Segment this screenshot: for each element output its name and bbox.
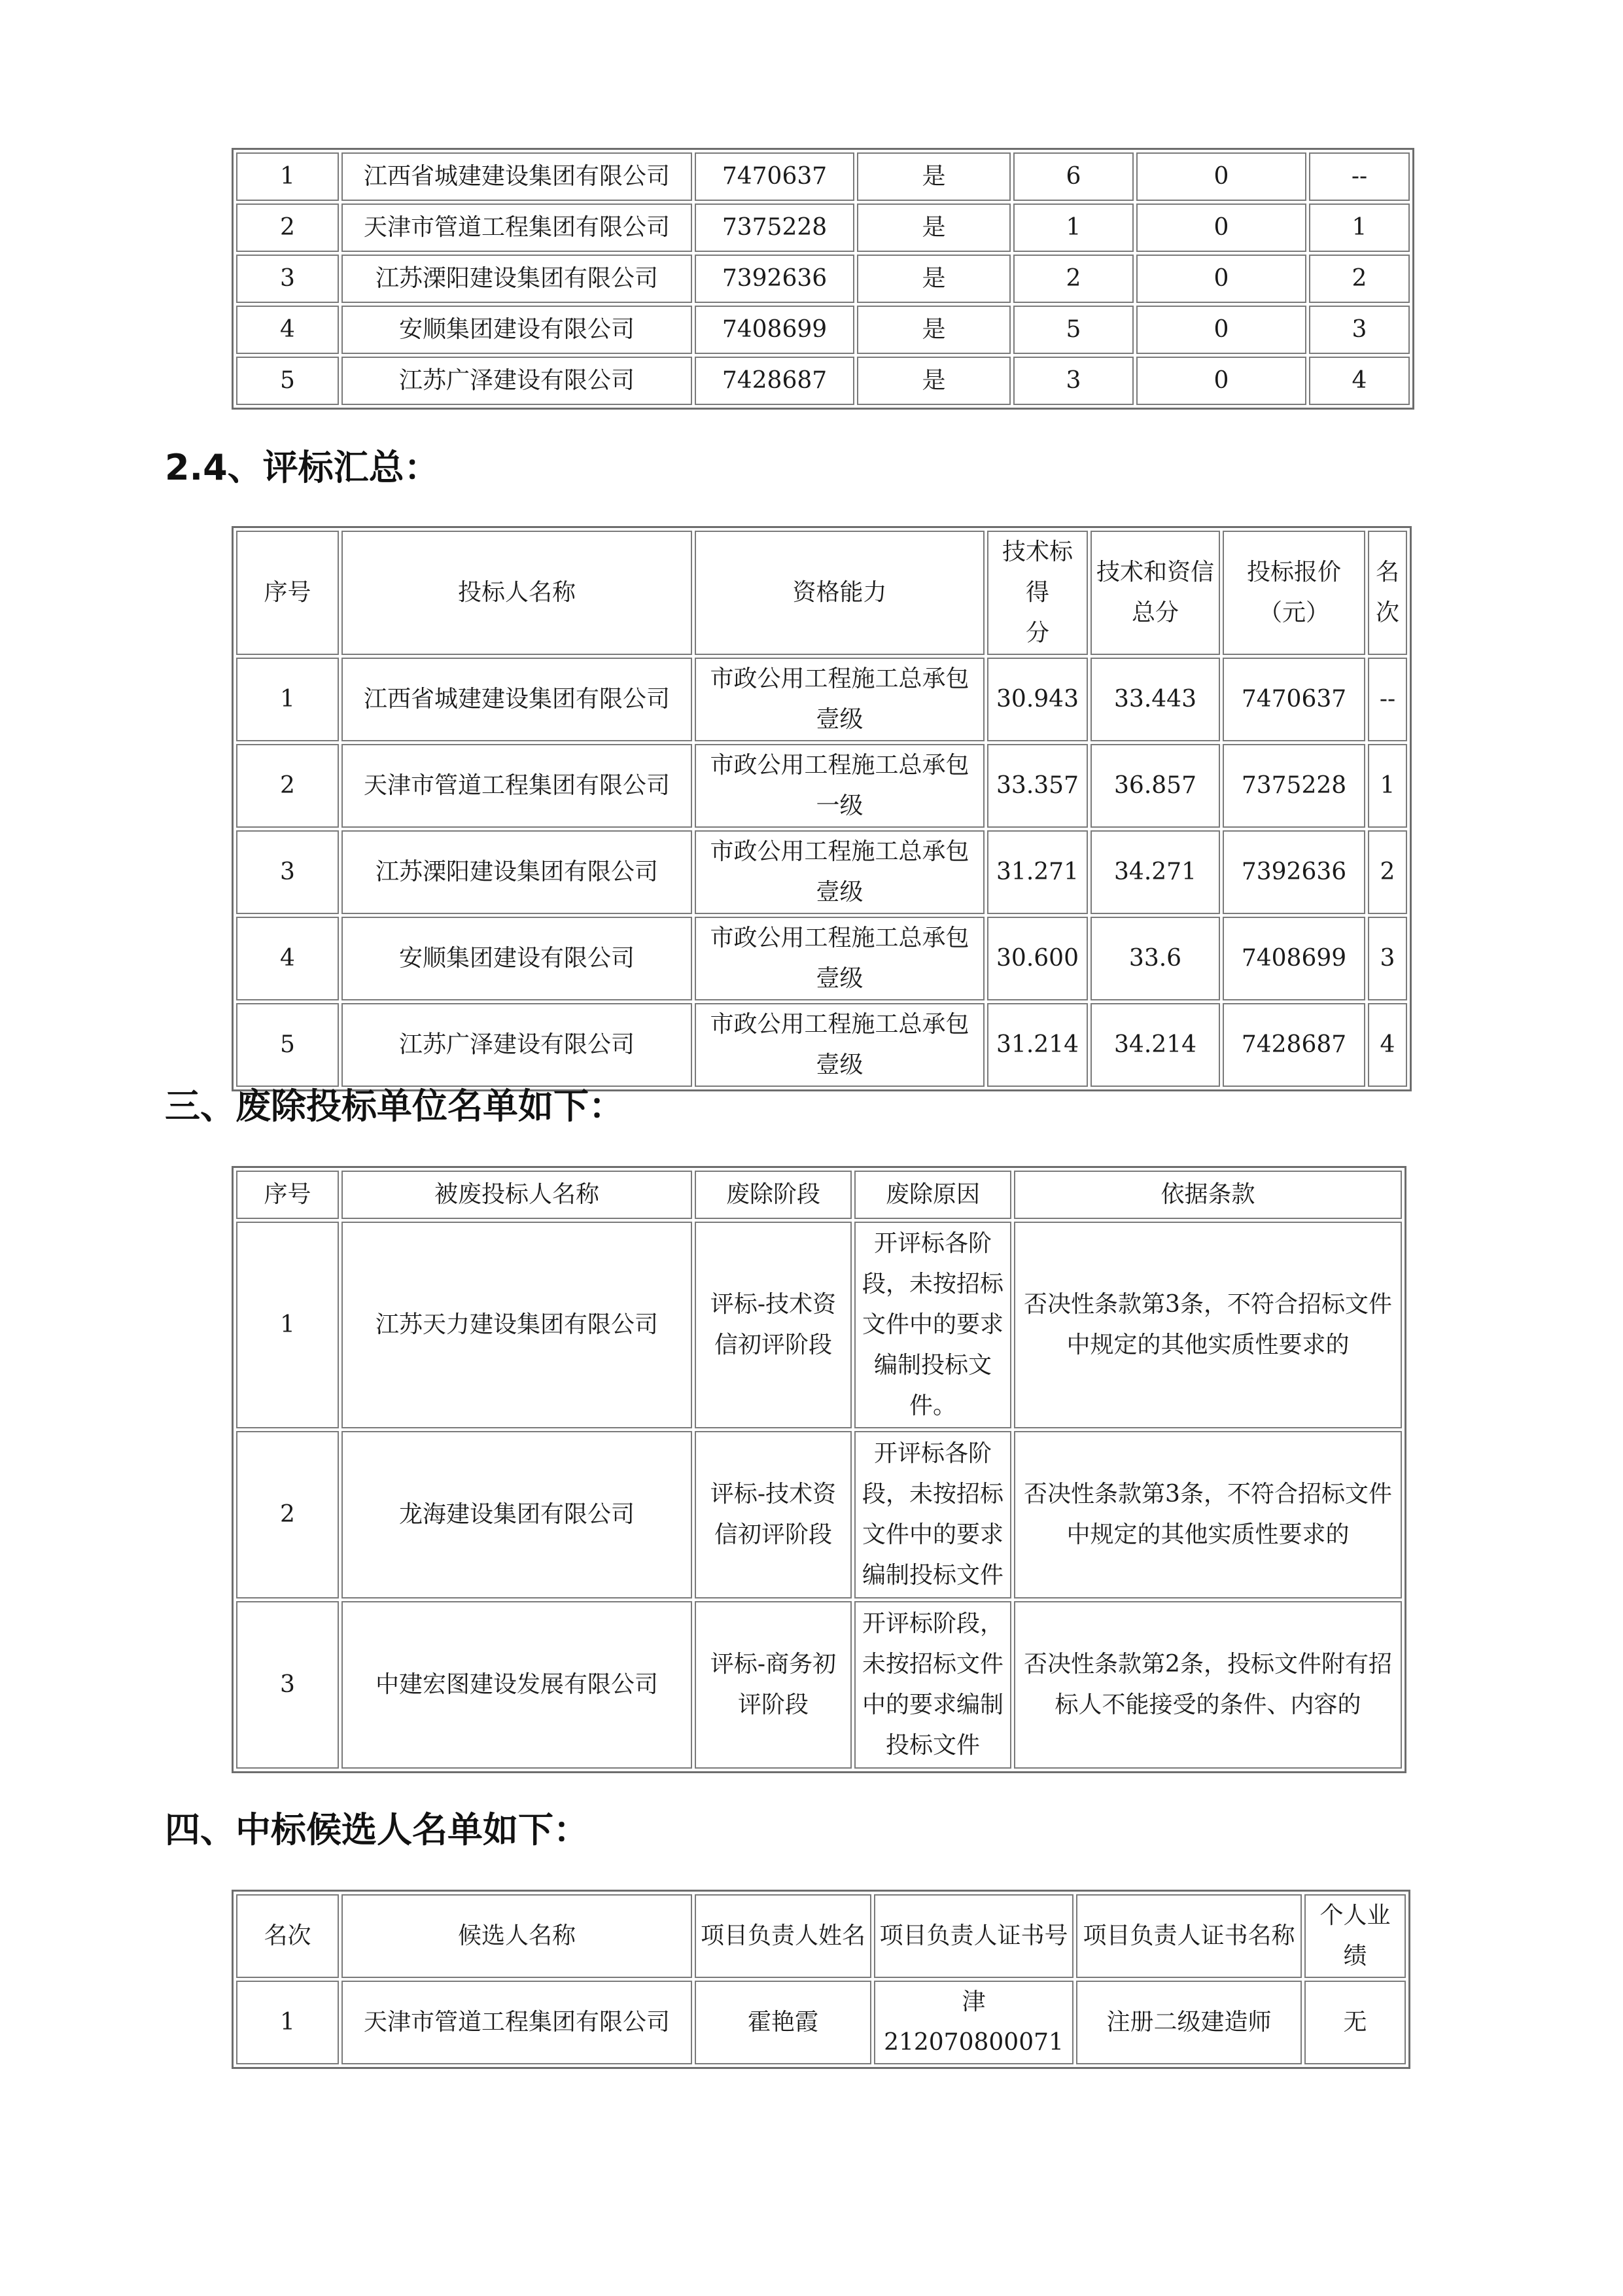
- cell-stage-line: 评标-技术资: [710, 1481, 837, 1508]
- cell-rank: 1: [1309, 203, 1410, 252]
- cell-name: 江苏天力建设集团有限公司: [341, 1222, 692, 1428]
- cell-reason-line: 段，未按招标: [862, 1481, 1003, 1508]
- cell-name: 江苏溧阳建设集团有限公司: [341, 830, 692, 914]
- cell-no: 1: [236, 152, 339, 201]
- cell-name: 天津市管道工程集团有限公司: [341, 203, 692, 252]
- table-row: [236, 1981, 1406, 2064]
- cell-tech: 30.943: [987, 658, 1088, 741]
- cell-valid: 是: [857, 306, 1011, 354]
- cell-total: 34.214: [1091, 1003, 1220, 1087]
- cell-qual-line: 壹级: [816, 706, 864, 733]
- header-no: 序号: [236, 531, 339, 655]
- header-total: [1091, 531, 1220, 655]
- cell-total: 33.6: [1091, 917, 1220, 1000]
- cell-stage-line: 评标-技术资: [710, 1291, 837, 1318]
- cell-clause-line: 否决性条款第2条，投标文件附有招: [1024, 1651, 1392, 1678]
- cell-price: 7470637: [695, 152, 854, 201]
- cell-price: 7428687: [695, 357, 854, 405]
- cell-no: 3: [236, 1601, 339, 1769]
- cell-zero: 0: [1136, 203, 1306, 252]
- cell-name: 安顺集团建设有限公司: [341, 306, 692, 354]
- cell-no: 4: [236, 306, 339, 354]
- cell-name: 江苏广泽建设有限公司: [341, 357, 692, 405]
- header-tech: [987, 531, 1088, 655]
- cell-no: 1: [236, 658, 339, 741]
- cell-zero: 0: [1136, 152, 1306, 201]
- cell-reason-line: 未按招标文件: [862, 1651, 1003, 1678]
- cell-stage-line: 评阶段: [737, 1691, 809, 1718]
- cell-tech: 31.271: [987, 830, 1088, 914]
- cell-reason: [854, 1222, 1011, 1428]
- cell-qual-line: 市政公用工程施工总承包: [710, 752, 969, 779]
- header-total-line: 技术和资信: [1096, 559, 1214, 586]
- cell-name: 中建宏图建设发展有限公司: [341, 1601, 692, 1769]
- cell-reason-line: 开评标各阶: [873, 1440, 992, 1467]
- header-price: [1223, 531, 1365, 655]
- cell-count: 5: [1013, 306, 1134, 354]
- cell-stage: [695, 1601, 852, 1769]
- cell-reason-line: 件。: [909, 1392, 956, 1419]
- cell-no: 2: [236, 744, 339, 828]
- cell-reason-line: 文件中的要求: [862, 1311, 1003, 1338]
- cell-valid: 是: [857, 203, 1011, 252]
- header-stage: 废除阶段: [695, 1171, 852, 1219]
- header-performance: 个人业绩: [1304, 1894, 1406, 1978]
- cell-performance: 无: [1304, 1981, 1406, 2064]
- header-price-line: 投标报价: [1246, 559, 1341, 586]
- disqualified-table: [232, 1166, 1406, 1773]
- cell-count: 6: [1013, 152, 1134, 201]
- cell-name: 安顺集团建设有限公司: [341, 917, 692, 1000]
- table-row: [236, 152, 1410, 201]
- header-no: 序号: [236, 1171, 339, 1219]
- header-cert-name: 项目负责人证书名称: [1076, 1894, 1302, 1978]
- cell-tech: 33.357: [987, 744, 1088, 828]
- cell-stage-line: 评标-商务初: [710, 1651, 837, 1678]
- cell-rank: 3: [1309, 306, 1410, 354]
- cell-name: 江西省城建建设集团有限公司: [341, 152, 692, 201]
- header-manager: 项目负责人姓名: [695, 1894, 871, 1978]
- cell-valid: 是: [857, 357, 1011, 405]
- cell-reason-line: 段，未按招标: [862, 1271, 1003, 1298]
- cell-no: 3: [236, 255, 339, 303]
- table-row: [236, 203, 1410, 252]
- cell-no: 5: [236, 357, 339, 405]
- table-row: [236, 255, 1410, 303]
- cell-rank: 3: [1368, 917, 1407, 1000]
- cell-clause-line: 否决性条款第3条，不符合招标文件: [1024, 1291, 1392, 1318]
- cell-qual-line: 一级: [816, 792, 864, 819]
- cell-total: 34.271: [1091, 830, 1220, 914]
- header-name: 被废投标人名称: [341, 1171, 692, 1219]
- cell-name: 江苏溧阳建设集团有限公司: [341, 255, 692, 303]
- cell-reason-line: 投标文件: [885, 1732, 980, 1759]
- cell-tech: 31.214: [987, 1003, 1088, 1087]
- section-heading-summary: 2.4、评标汇总：: [165, 447, 440, 488]
- cell-price: 7470637: [1223, 658, 1365, 741]
- table-row: [236, 1601, 1402, 1769]
- ranking-table: [232, 148, 1414, 410]
- table-row: [236, 1003, 1407, 1087]
- table-row: [236, 917, 1407, 1000]
- table-header-row: [236, 1171, 1402, 1219]
- cell-name: 龙海建设集团有限公司: [341, 1431, 692, 1598]
- cell-rank: 4: [1368, 1003, 1407, 1087]
- cell-qual: [695, 744, 985, 828]
- cell-zero: 0: [1136, 255, 1306, 303]
- cell-cert-no: 津212070800071: [874, 1981, 1073, 2064]
- header-rank-line: 名: [1375, 559, 1399, 586]
- table-row: [236, 1222, 1402, 1428]
- cell-qual-line: 壹级: [816, 879, 864, 906]
- cell-cert-name: 注册二级建造师: [1076, 1981, 1302, 2064]
- cell-reason-line: 中的要求编制: [862, 1691, 1003, 1718]
- cell-qual-line: 市政公用工程施工总承包: [710, 1011, 969, 1038]
- cell-stage: [695, 1431, 852, 1598]
- cell-qual-line: 市政公用工程施工总承包: [710, 925, 969, 951]
- cell-tech: 30.600: [987, 917, 1088, 1000]
- table-row: [236, 744, 1407, 828]
- cell-price: 7392636: [1223, 830, 1365, 914]
- cell-qual: [695, 1003, 985, 1087]
- cell-qual-line: 市政公用工程施工总承包: [710, 838, 969, 865]
- cell-clause: [1014, 1601, 1402, 1769]
- table-header-row: [236, 531, 1407, 655]
- cell-qual: [695, 917, 985, 1000]
- cell-reason-line: 开评标阶段，: [862, 1610, 1003, 1637]
- cell-rank: 4: [1309, 357, 1410, 405]
- header-qual: 资格能力: [695, 531, 985, 655]
- table-row: [236, 306, 1410, 354]
- cell-valid: 是: [857, 255, 1011, 303]
- cell-name: 江西省城建建设集团有限公司: [341, 658, 692, 741]
- cell-price: 7375228: [1223, 744, 1365, 828]
- cell-reason-line: 编制投标文: [873, 1352, 992, 1379]
- cell-total: 36.857: [1091, 744, 1220, 828]
- cell-rank: 2: [1309, 255, 1410, 303]
- cell-reason-line: 开评标各阶: [873, 1230, 992, 1257]
- table-row: [236, 658, 1407, 741]
- cell-stage-line: 信初评阶段: [714, 1521, 832, 1548]
- header-tech-line: 技术标得: [1002, 539, 1073, 606]
- cell-clause-line: 标人不能接受的条件、内容的: [1055, 1691, 1361, 1718]
- cell-qual-line: 壹级: [816, 965, 864, 992]
- cell-qual: [695, 830, 985, 914]
- cell-name: 江苏广泽建设有限公司: [341, 1003, 692, 1087]
- cell-clause-line: 否决性条款第3条，不符合招标文件: [1024, 1481, 1392, 1508]
- summary-table: [232, 526, 1412, 1091]
- header-rank: 名次: [236, 1894, 339, 1978]
- header-rank-line: 次: [1375, 599, 1399, 626]
- section-heading-candidates: 四、中标候选人名单如下：: [165, 1809, 589, 1850]
- cell-reason-line: 文件中的要求: [862, 1521, 1003, 1548]
- header-price-line: （元）: [1258, 599, 1329, 626]
- section-heading-disqualified: 三、废除投标单位名单如下：: [165, 1086, 624, 1127]
- cell-no: 5: [236, 1003, 339, 1087]
- cell-reason: [854, 1431, 1011, 1598]
- cell-manager: 霍艳霞: [695, 1981, 871, 2064]
- cell-rank: 1: [236, 1981, 339, 2064]
- cell-count: 3: [1013, 357, 1134, 405]
- cell-zero: 0: [1136, 357, 1306, 405]
- header-clause: 依据条款: [1014, 1171, 1402, 1219]
- cell-no: 1: [236, 1222, 339, 1428]
- cell-price: 7428687: [1223, 1003, 1365, 1087]
- table-header-row: [236, 1894, 1406, 1978]
- cell-rank: 1: [1368, 744, 1407, 828]
- table-row: [236, 357, 1410, 405]
- cell-name: 天津市管道工程集团有限公司: [341, 744, 692, 828]
- header-tech-line: 分: [1025, 620, 1049, 646]
- cell-clause: [1014, 1431, 1402, 1598]
- cell-count: 1: [1013, 203, 1134, 252]
- cell-no: 2: [236, 203, 339, 252]
- header-name: 候选人名称: [341, 1894, 692, 1978]
- cell-price: 7408699: [695, 306, 854, 354]
- table-row: [236, 830, 1407, 914]
- cell-total: 33.443: [1091, 658, 1220, 741]
- header-cert-no: 项目负责人证书号: [874, 1894, 1073, 1978]
- cell-rank: --: [1309, 152, 1410, 201]
- table-row: [236, 1431, 1402, 1598]
- cell-price: 7392636: [695, 255, 854, 303]
- cell-qual-line: 壹级: [816, 1051, 864, 1078]
- header-rank: [1368, 531, 1407, 655]
- cell-rank: 2: [1368, 830, 1407, 914]
- cell-stage: [695, 1222, 852, 1428]
- cell-no: 3: [236, 830, 339, 914]
- cell-name: 天津市管道工程集团有限公司: [341, 1981, 692, 2064]
- cell-zero: 0: [1136, 306, 1306, 354]
- header-name: 投标人名称: [341, 531, 692, 655]
- header-reason: 废除原因: [854, 1171, 1011, 1219]
- cell-reason-line: 编制投标文件: [862, 1562, 1003, 1589]
- cell-clause: [1014, 1222, 1402, 1428]
- cell-stage-line: 信初评阶段: [714, 1332, 832, 1358]
- cell-price: 7375228: [695, 203, 854, 252]
- cell-count: 2: [1013, 255, 1134, 303]
- cell-no: 4: [236, 917, 339, 1000]
- cell-reason: [854, 1601, 1011, 1769]
- header-total-line: 总分: [1131, 599, 1179, 626]
- cell-price: 7408699: [1223, 917, 1365, 1000]
- cell-qual: [695, 658, 985, 741]
- cell-valid: 是: [857, 152, 1011, 201]
- cell-rank: --: [1368, 658, 1407, 741]
- cell-clause-line: 中规定的其他实质性要求的: [1066, 1521, 1350, 1548]
- cell-qual-line: 市政公用工程施工总承包: [710, 665, 969, 692]
- cell-clause-line: 中规定的其他实质性要求的: [1066, 1332, 1350, 1358]
- cell-no: 2: [236, 1431, 339, 1598]
- candidates-table: [232, 1890, 1410, 2069]
